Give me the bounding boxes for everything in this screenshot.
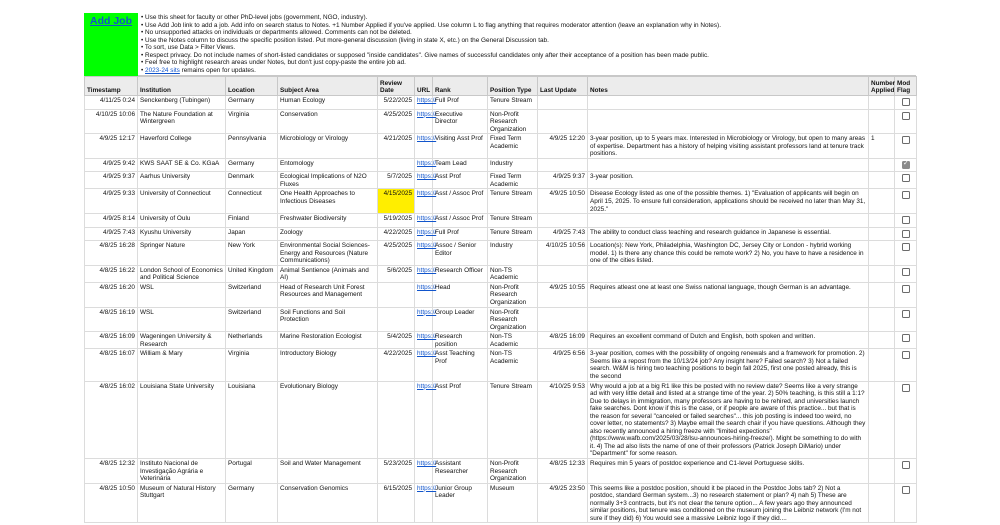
notes-cell [588,307,869,332]
subject-area-cell: One Health Approaches to Infectious Diseases [278,189,378,214]
rank-cell: Research position [433,332,488,349]
jobs-table [84,76,917,523]
institution-cell: WSL [138,307,226,332]
instruction-text: To sort, use Data > Filter Views. [144,44,236,51]
timestamp-cell: 4/9/25 8:14 [85,214,138,228]
rank-cell: Asst / Assoc Prof [433,214,488,228]
position-type-cell: Tenure Stream [488,214,538,228]
spreadsheet [84,13,916,525]
institution-cell: University of Connecticut [138,189,226,214]
header-panel [84,13,916,76]
rank-cell: Research Officer [433,265,488,282]
checkbox[interactable] [902,461,910,469]
column-header-row [85,77,917,96]
checkbox[interactable] [902,334,910,342]
position-type-cell: Tenure Stream [488,189,538,214]
timestamp-cell: 4/8/25 16:22 [85,265,138,282]
location-cell: United Kingdom [226,265,278,282]
institution-cell: William & Mary [138,349,226,381]
timestamp-cell: 4/10/25 10:06 [85,109,138,134]
location-cell: Louisiana [226,381,278,458]
rank-cell: Asst Prof [433,172,488,189]
mod-flag-cell [895,332,917,349]
institution-cell: Museum of Natural History Stuttgart [138,483,226,523]
rank-cell: Visiting Asst Prof [433,134,488,159]
timestamp-cell: 4/8/25 16:19 [85,307,138,332]
instruction-text: Use this sheet for faculty or other PhD-level jobs (government, NGO, industry). [145,14,368,21]
position-type-cell: Non-TS Academic [488,332,538,349]
number-applied-cell [869,332,895,349]
review-date-cell [378,381,415,458]
subject-area-cell: Conservation Genomics [278,483,378,523]
column-header[interactable]: Number Applied [869,77,895,96]
column-header[interactable]: Mod Flag [895,77,917,96]
url-link[interactable]: https:// [415,307,433,332]
table-row [85,109,917,134]
subject-area-cell: Freshwater Biodiversity [278,214,378,228]
position-type-cell: Non-Profit Research Organization [488,458,538,483]
column-header[interactable]: Subject Area [278,77,378,96]
notes-cell: Why would a job at a big R1 like this be posted with no review date? Seems like a very strange ad with very little detail and listed at a strange time of the year. 2) 50% teaching, is this still a 1:1? Due to delays in immigration, many professors are having to be rehired, and universities launch fake searches. Dont know if this is the case, or if people are aware of this practice... but that is the reason for several "canceled or failed searches"... this job posting is indeed too weird, no cover letter, no statements? 3) Maybe email the search chair if you have questions. Although they also recently announced a hiring freeze with "limited expections" (https://www.wafb.com/2025/03/28/lsu-announces-hiring-freeze/). Might be something to do with it. 4) The ad also lists the name of one of their professors (Patrick Joseph DiMario) under "Department" for some reason. [588,381,869,458]
url-link[interactable]: https:// [415,241,433,266]
review-date-cell: 5/7/2025 [378,172,415,189]
position-type-cell: Museum [488,483,538,523]
last-update-cell [538,265,588,282]
table-row [85,227,917,241]
timestamp-cell: 4/9/25 9:33 [85,189,138,214]
notes-cell: Requires min 5 years of postdoc experience and C1-level Portuguese skills. [588,458,869,483]
notes-cell: Disease Ecology listed as one of the possible themes. 1) "Evaluation of applicants will begin on April 15, 2025. To ensure full consideration, applications should be received no later than May 31, 2025." [588,189,869,214]
location-cell: Connecticut [226,189,278,214]
last-update-cell: 4/9/25 9:37 [538,172,588,189]
instruction-item [141,14,916,22]
rank-cell: Asst Prof [433,381,488,458]
notes-cell: Requires an excellent command of Dutch and English, both spoken and written. [588,332,869,349]
location-cell: Switzerland [226,307,278,332]
notes-cell [588,96,869,110]
table-row [85,214,917,228]
url-link[interactable]: https:// [415,214,433,228]
location-cell: Japan [226,227,278,241]
location-cell: Virginia [226,349,278,381]
position-type-cell: Non-TS Academic [488,349,538,381]
instructions-list [138,13,916,75]
subject-area-cell: Environmental Social Sciences-Energy and Resources (Nature Communications) [278,241,378,266]
number-applied-cell [869,189,895,214]
institution-cell: Springer Nature [138,241,226,266]
notes-cell [588,265,869,282]
position-type-cell: Fixed Term Academic [488,172,538,189]
review-date-cell [378,158,415,172]
subject-area-cell: Animal Sentience (Animals and AI) [278,265,378,282]
number-applied-cell [869,172,895,189]
previous-sheet-link[interactable]: 2023-24 sits [145,66,180,74]
instruction-item [141,52,916,60]
url-link[interactable]: https:// [415,172,433,189]
review-date-cell: 4/25/2025 [378,109,415,134]
location-cell: Portugal [226,458,278,483]
mod-flag-cell [895,265,917,282]
number-applied-cell [869,241,895,266]
review-date-cell: 5/6/2025 [378,265,415,282]
instruction-item [141,44,916,52]
last-update-cell: 4/8/25 12:33 [538,458,588,483]
rank-cell: Executive Director [433,109,488,134]
mod-flag-cell [895,96,917,110]
location-cell: Germany [226,483,278,523]
subject-area-cell: Marine Restoration Ecologist [278,332,378,349]
location-cell: Germany [226,96,278,110]
checkbox[interactable] [902,174,910,182]
checkbox[interactable] [902,351,910,359]
table-row [85,265,917,282]
position-type-cell: Tenure Stream [488,381,538,458]
location-cell: New York [226,241,278,266]
instruction-text: Use Add Job link to add a job. Add info on search status to Notes. +1 Number Applied if you've applied. Use column L to flag anything that requires moderator attention (leave an explanation why in Notes). [145,21,721,29]
instruction-text: Use the Notes column to discuss the specific position listed. Put more-general discussion (living in state X, etc.) on the General Discussion tab. [145,36,549,44]
url-link[interactable]: https:// [415,158,433,172]
table-row [85,134,917,159]
number-applied-cell [869,282,895,307]
notes-cell: The ability to conduct class teaching and research guidance in Japanese is essential. [588,227,869,241]
rank-cell: Assistant Researcher [433,458,488,483]
table-row [85,158,917,172]
position-type-cell: Non-Profit Research Organization [488,109,538,134]
institution-cell: University of Oulu [138,214,226,228]
checkbox[interactable] [902,216,910,224]
checkbox[interactable] [902,310,910,318]
checkbox[interactable] [902,285,910,293]
url-link[interactable]: https:// [415,227,433,241]
number-applied-cell [869,349,895,381]
checkbox[interactable] [902,243,910,251]
review-date-cell: 5/19/2025 [378,214,415,228]
position-type-cell: Non-Profit Research Organization [488,307,538,332]
mod-flag-cell [895,227,917,241]
table-row [85,483,917,523]
mod-flag-cell [895,282,917,307]
review-date-cell: 5/4/2025 [378,332,415,349]
number-applied-cell [869,458,895,483]
review-date-cell [378,307,415,332]
last-update-cell [538,214,588,228]
instruction-text: Feel free to highlight research areas under Notes, but don't just copy-paste the entire job ad. [145,59,406,66]
last-update-cell: 4/9/25 7:43 [538,227,588,241]
url-link[interactable]: https:// [415,109,433,134]
location-cell: Switzerland [226,282,278,307]
position-type-cell: Industry [488,158,538,172]
institution-cell: The Nature Foundation at Wintergreen [138,109,226,134]
column-header[interactable]: Notes [588,77,869,96]
position-type-cell: Tenure Stream [488,227,538,241]
number-applied-cell [869,109,895,134]
notes-cell: Requires atleast one at least one Swiss national language, though German is an advantage. [588,282,869,307]
url-link[interactable]: https:// [415,265,433,282]
table-row [85,332,917,349]
mod-flag-cell [895,214,917,228]
checkbox[interactable] [902,136,910,144]
rank-cell: Assoc / Senior Editor [433,241,488,266]
mod-flag-cell [895,134,917,159]
last-update-cell: 4/9/25 10:50 [538,189,588,214]
notes-cell: 3-year position. [588,172,869,189]
add-job-cell[interactable] [84,13,138,76]
timestamp-cell: 4/8/25 16:28 [85,241,138,266]
timestamp-cell: 4/8/25 16:09 [85,332,138,349]
rank-cell: Head [433,282,488,307]
url-link[interactable]: https:// [415,282,433,307]
number-applied-cell [869,214,895,228]
checkbox[interactable] [902,268,910,276]
last-update-cell: 4/9/25 10:55 [538,282,588,307]
number-applied-cell [869,265,895,282]
mod-flag-cell [895,189,917,214]
review-date-cell: 4/21/2025 [378,134,415,159]
mod-flag-cell [895,458,917,483]
position-type-cell: Non-TS Academic [488,265,538,282]
review-date-cell: 4/15/2025 [378,189,415,214]
instruction-item [141,37,916,45]
table-row [85,282,917,307]
timestamp-cell: 4/9/25 12:17 [85,134,138,159]
instruction-item [141,59,916,67]
url-link[interactable]: https:// [415,189,433,214]
review-date-cell [378,282,415,307]
checkbox[interactable] [902,486,910,494]
notes-cell: Location(s): New York, Philadelphia, Washington DC, Jersey City or London - hybrid working model. 1) Is there any chance this could be remote work? 2) No, you have to have a residence in one of the cities listed. [588,241,869,266]
last-update-cell: 4/8/25 16:09 [538,332,588,349]
rank-cell: Junior Group Leader [433,483,488,523]
location-cell: Denmark [226,172,278,189]
institution-cell: KWS SAAT SE & Co. KGaA [138,158,226,172]
instruction-item [141,22,916,30]
number-applied-cell [869,96,895,110]
timestamp-cell: 4/8/25 16:02 [85,381,138,458]
institution-cell: Instituto Nacional de Investigação Agrária e Veterinária [138,458,226,483]
timestamp-cell: 4/8/25 16:07 [85,349,138,381]
instruction-item [141,67,916,75]
location-cell: Pennsylvania [226,134,278,159]
review-date-cell: 4/22/2025 [378,227,415,241]
checkbox[interactable] [902,384,910,392]
column-header[interactable]: Review Date [378,77,415,96]
last-update-cell: 4/9/25 6:56 [538,349,588,381]
review-date-cell: 4/22/2025 [378,349,415,381]
subject-area-cell: Zoology [278,227,378,241]
institution-cell: Kyushu University [138,227,226,241]
mod-flag-cell [895,158,917,172]
last-update-cell [538,96,588,110]
institution-cell: Wageningen University & Research [138,332,226,349]
url-link[interactable]: https:// [415,458,433,483]
instruction-text: Respect privacy. Do not include names of short-listed candidates or supposed "inside candidates". Give names of successful candidates only after their acceptance of a position has been made public. [145,51,709,59]
institution-cell: London School of Economics and Political Science [138,265,226,282]
timestamp-cell: 4/8/25 16:20 [85,282,138,307]
subject-area-cell: Human Ecology [278,96,378,110]
subject-area-cell: Soil and Water Management [278,458,378,483]
url-link[interactable]: https:// [415,483,433,523]
timestamp-cell: 4/9/25 7:43 [85,227,138,241]
url-link[interactable]: https:// [415,134,433,159]
subject-area-cell: Evolutionary Biology [278,381,378,458]
last-update-cell: 4/9/25 12:20 [538,134,588,159]
mod-flag-cell [895,349,917,381]
institution-cell: Senckenberg (Tubingen) [138,96,226,110]
last-update-cell: 4/10/25 9:53 [538,381,588,458]
subject-area-cell: Ecological Implications of N2O Fluxes [278,172,378,189]
number-applied-cell: 1 [869,134,895,159]
instruction-item [141,29,916,37]
timestamp-cell: 4/8/25 12:32 [85,458,138,483]
institution-cell: Aarhus University [138,172,226,189]
review-date-cell: 4/25/2025 [378,241,415,266]
timestamp-cell: 4/8/25 10:50 [85,483,138,523]
rank-cell: Asst / Assoc Prof [433,189,488,214]
subject-area-cell: Conservation [278,109,378,134]
table-row [85,307,917,332]
notes-cell [588,109,869,134]
review-date-cell: 6/15/2025 [378,483,415,523]
url-link[interactable]: https:// [415,96,433,110]
job-rows [85,96,917,523]
position-type-cell: Fixed Term Academic [488,134,538,159]
subject-area-cell: Soil Functions and Soil Protection [278,307,378,332]
rank-cell: Asst Teaching Prof [433,349,488,381]
checkbox[interactable] [902,112,910,120]
rank-cell: Team Lead [433,158,488,172]
institution-cell: Louisiana State University [138,381,226,458]
institution-cell: Haverford College [138,134,226,159]
position-type-cell: Tenure Stream [488,96,538,110]
subject-area-cell: Entomology [278,158,378,172]
add-job-link[interactable]: Add Job [90,15,132,27]
column-header[interactable]: Position Type [488,77,538,96]
notes-cell: 3-year position, up to 5 years max. Interested in Microbiology or Virology, but open to many areas of expertise. Department has a history of helping visiting assistant professors land at tenure track positions. [588,134,869,159]
column-header[interactable]: Rank [433,77,488,96]
rank-cell: Full Prof [433,96,488,110]
mod-flag-cell [895,483,917,523]
review-date-cell: 5/22/2025 [378,96,415,110]
mod-flag-cell [895,241,917,266]
checkbox[interactable] [902,230,910,238]
last-update-cell [538,158,588,172]
column-header[interactable]: Location [226,77,278,96]
table-row [85,381,917,458]
subject-area-cell: Head of Research Unit Forest Resources and Management [278,282,378,307]
table-row [85,172,917,189]
rank-cell: Full Prof [433,227,488,241]
column-header[interactable]: URL [415,77,433,96]
notes-cell: 3-year position, comes with the possibility of ongoing renewals and a framework for promotion. 2) Seems like a repost from the 10/13/24 job? Any insight here? Failed search? 3) Not a failed search. W&M is hiring two teaching positions to begin fall 2025, first one posted already, this is the second [588,349,869,381]
number-applied-cell [869,307,895,332]
mod-flag-cell [895,109,917,134]
mod-flag-cell [895,307,917,332]
column-header[interactable]: Timestamp [85,77,138,96]
url-link[interactable]: https:// [415,332,433,349]
rank-cell: Group Leader [433,307,488,332]
position-type-cell: Non-Profit Research Organization [488,282,538,307]
last-update-cell: 4/9/25 23:50 [538,483,588,523]
table-row [85,241,917,266]
location-cell: Netherlands [226,332,278,349]
checkbox[interactable] [902,191,910,199]
timestamp-cell: 4/9/25 9:37 [85,172,138,189]
number-applied-cell [869,158,895,172]
instruction-text: No unsupported attacks on individuals or departments allowed. Comments can not be deleted. [145,29,412,36]
url-link[interactable]: https:// [415,349,433,381]
last-update-cell [538,307,588,332]
url-link[interactable]: https:// [415,381,433,458]
subject-area-cell: Introductory Biology [278,349,378,381]
position-type-cell: Industry [488,241,538,266]
checked-checkbox[interactable] [902,161,910,169]
last-update-cell: 4/10/25 10:56 [538,241,588,266]
last-update-cell [538,109,588,134]
number-applied-cell [869,483,895,523]
notes-cell [588,158,869,172]
table-row [85,349,917,381]
table-row [85,189,917,214]
table-row [85,96,917,110]
timestamp-cell: 4/9/25 9:42 [85,158,138,172]
column-header[interactable]: Last Update [538,77,588,96]
location-cell: Finland [226,214,278,228]
location-cell: Virginia [226,109,278,134]
location-cell: Germany [226,158,278,172]
number-applied-cell [869,381,895,458]
instruction-text: remains open for updates. [179,66,256,74]
number-applied-cell [869,227,895,241]
mod-flag-cell [895,172,917,189]
mod-flag-cell [895,381,917,458]
review-date-cell: 5/23/2025 [378,458,415,483]
column-header[interactable]: Institution [138,77,226,96]
notes-cell [588,214,869,228]
timestamp-cell: 4/11/25 0:24 [85,96,138,110]
notes-cell: This seems like a postdoc position, should it be placed in the Postdoc Jobs tab? 2) Not a postdoc, standard German system...3) no research statement or plan? 4) nah 5) These are normally 3+3 contracts, but it's not clear the tenure option... A few years ago they announced similar positions, but tenure was conditioned on the museum joining the Leibniz network (I'm not sure if they did) 6) You would see a massive Leibniz logo if they did.... [588,483,869,523]
subject-area-cell: Microbiology or Virology [278,134,378,159]
institution-cell: WSL [138,282,226,307]
checkbox[interactable] [902,98,910,106]
table-row [85,458,917,483]
